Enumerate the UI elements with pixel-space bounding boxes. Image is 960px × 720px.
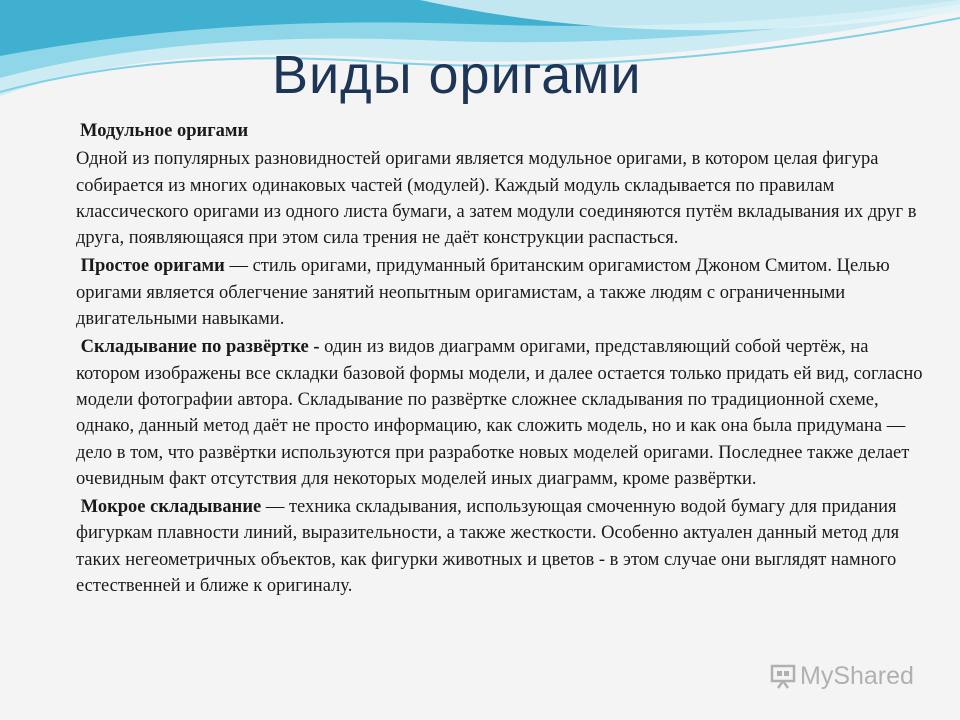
separator: — [261,497,289,518]
section-paragraph: Мокрое складывание — техника складывания, использующая смоченную водой бумагу для придания фигуркам плавности линий, выразительности, а также жесткости. Особенно актуален данный метод для таких негеометричных объектов, как фигурки животных и цветов - в этом случае они выглядят намного естественней и ближе к оригиналу. [76,497,900,597]
separator: — [224,256,253,277]
presentation-icon [770,663,796,689]
section-heading: Складывание по развёртке - [80,337,320,358]
section-paragraph: Складывание по развёртке - один из видов диаграмм оригами, представляющий собой чертёж, на котором изображены все складки базовой формы модели, и далее остается только придать ей вид, согласно модели фотографии автора. Складывание по развёртке сложнее складывания по традиционной схеме, однако, данный метод даёт не просто информацию, как сложить модель, но и как она была придумана — дело в том, что развёртки используются при разработке новых моделей оригами. Последнее также делает очевидным факт отсутствия для некоторых моделей иных диаграмм, кроме развёртки. [76,337,923,489]
slide-body [76,118,932,599]
watermark-text: MyShared [800,661,914,690]
section-paragraph: Одной из популярных разновидностей оригами является модульное оригами, в котором целая фигура собирается из многих одинаковых частей (модулей). Каждый модуль складывается по правилам классического оригами из одного листа бумаги, а затем модули соединяются путём вкладывания их друг в друга, появляющаяся при этом сила трения не даёт конструкции распасться. [76,149,917,249]
section-heading: Модульное оригами [80,121,249,141]
section-heading: Мокрое складывание [80,497,262,518]
slide-title: Виды оригами [272,45,642,105]
watermark [770,660,930,692]
section-heading: Простое оригами [80,256,225,277]
section-paragraph: Простое оригами — стиль оригами, придуманный британским оригамистом Джоном Смитом. Целью оригами является облегчение занятий неопытным оригамистам, а также людям с ограниченными двигательными навыками. [76,256,890,330]
